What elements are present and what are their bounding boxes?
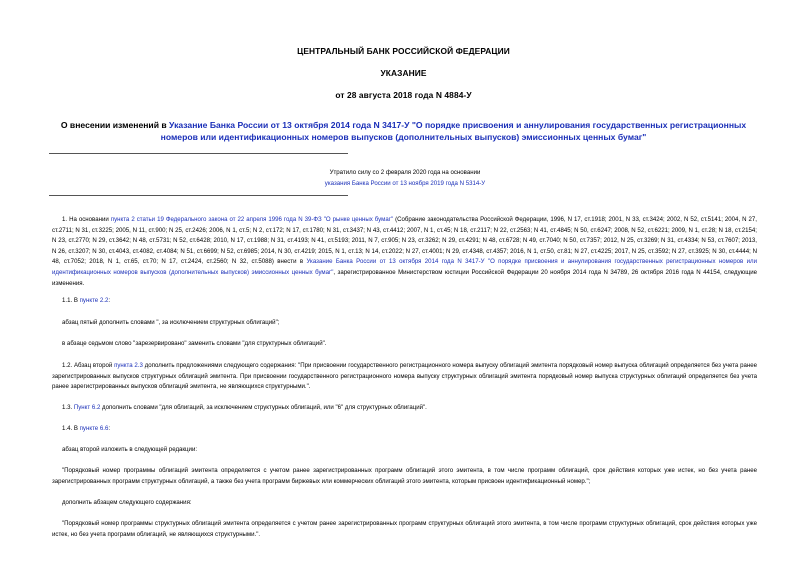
status-note: [215, 168, 595, 189]
p14-link[interactable]: пункте 6.6: [79, 425, 109, 432]
paragraph-1: [52, 215, 757, 289]
p11-suffix: :: [108, 297, 111, 304]
p12-prefix: 1.2. Абзац второй: [62, 362, 115, 369]
separator-line-2: [49, 195, 348, 196]
paragraph-1-1-a: абзац пятый дополнить словами ", за исключением структурных облигаций";: [62, 319, 280, 326]
org-heading: ЦЕНТРАЛЬНЫЙ БАНК РОССИЙСКОЙ ФЕДЕРАЦИИ: [297, 46, 510, 56]
paragraph-1-4: [52, 424, 757, 435]
doc-date-number: от 28 августа 2018 года N 4884-У: [335, 90, 472, 100]
para1-ukazanie-link[interactable]: Указание Банка России от 13 октября 2014 года N 3417-У "О порядке присвоения и аннулирования государственных регистрационных номеров или идентификационных номеров выпусков (дополнительных выпусков) эмиссионных ценных бумаг": [52, 258, 757, 276]
title-link-ukazanie-3417u[interactable]: Указание Банка России от 13 октября 2014 года N 3417-У "О порядке присвоения и аннулирования государственных регистрационных номеров или идентификационных номеров выпусков (дополнительных выпусков) эмиссионных ценных бумаг": [160, 120, 747, 142]
paragraph-1-4-a: абзац второй изложить в следующей редакции:: [62, 446, 198, 453]
p11-link[interactable]: пункте 2.2: [79, 297, 109, 304]
paragraph-1-1-b: в абзаце седьмом слово "зарезервировано" заменить словами "для структурных облигаций".: [62, 340, 327, 347]
para1-suffix: , зарегистрированное Министерством юстиции Российской Федерации 20 ноября 2014 года N 34789, 26 октября 2016 года N 44154, следующие изменения.: [52, 268, 757, 287]
p12-link[interactable]: пункта 2.3: [114, 362, 143, 369]
p11-prefix: 1.1. В: [62, 297, 80, 304]
title-prefix: О внесении изменений в: [60, 120, 170, 130]
status-note-text: Утратило силу со 2 февраля 2020 года на основании: [329, 169, 481, 176]
paragraph-1-2: [52, 361, 757, 393]
paragraph-1-1: [52, 296, 757, 307]
paragraph-1-4-b: "Порядковый номер программы облигаций эмитента определяется с учетом ранее зарегистрированных программ облигаций этого эмитента, в том числе программ облигаций, срок действия которых уже истек, но без учета ранее зарегистрированных программ структурных облигаций, а также без учета программ биржевых или коммерческих облигаций этого эмитента, которым присвоен идентификационный номер.";: [52, 467, 757, 485]
p13-prefix: 1.3.: [62, 404, 74, 411]
p12-suffix: дополнить предложениями следующего содержания: "При присвоении государственного регистрационного номера выпуску облигаций эмитента порядковый номер выпуска облигаций определяется без учета ранее зарегистрированных выпусков структурных облигаций эмитента. При присвоении государственного регистрационного номера выпуску структурных облигаций эмитента порядковый номер выпуска структурных облигаций определяется без учета ранее зарегистрированных выпусков облигаций эмитента, не являющихся структурными.".: [52, 362, 757, 391]
p14-suffix: :: [108, 425, 111, 432]
doc-type-heading: УКАЗАНИЕ: [380, 68, 427, 78]
para1-law-link[interactable]: пункта 2 статьи 19 Федерального закона от 22 апреля 1996 года N 39-ФЗ "О рынке ценных бумаг": [110, 216, 394, 223]
paragraph-1-4-d: "Порядковый номер программы структурных облигаций эмитента определяется с учетом ранее зарегистрированных программ структурных облигаций этого эмитента, в том числе программ структурных облигаций, срок действия которых уже истек, но без учета программ облигаций, не являющихся структурными.".: [52, 520, 757, 538]
para1-prefix: 1. На основании: [62, 216, 111, 223]
separator-line: [49, 153, 348, 154]
p14-prefix: 1.4. В: [62, 425, 80, 432]
paragraph-1-4-c: дополнить абзацем следующего содержания:: [62, 499, 192, 506]
paragraph-1-3: [52, 403, 757, 414]
p13-link[interactable]: Пункт 6.2: [73, 404, 101, 411]
document-title: [45, 120, 762, 143]
para1-body: (Собрание законодательства Российской Федерации, 1996, N 17, ст.1918; 2001, N 33, ст.3424; 2002, N 52, ст.5141; 2004, N 27, ст.2711; N 31, ст.3225; 2005, N 11, ст.900; N 25, ст.2426; 2006, N 1, ст.5; N 2, ст.172; N 17, ст.1780; N 31, ст.3437; N 43, ст.4412; 2007, N 1, ст.45; N 18, ст.2117; N 22, ст.2563; N 41, ст.4845; N 50, ст.6247; 2008, N 52, ст.6221; 2009, N 1, ст.28; N 18, ст.2154; N 23, ст.2770; N 29, ст.3642; N 48, ст.5731; N 52, ст.6428; 2010, N 17, ст.1988; N 31, ст.4193; N 41, ст.5193; 2011, N 7, ст.905; N 23, ст.3262; N 29, ст.4291; N 48, ст.6728; N 49, ст.7040; N 50, ст.7357; 2012, N 25, ст.3269; N 31, ст.4334; N 53, ст.7607; 2013, N 26, ст.3207; N 30, ст.4043, ст.4082, ст.4084; N 51, ст.6699; N 52, ст.6985; 2014, N 30, ст.4219; 2015, N 1, ст.13; N 14, ст.2022; N 27, ст.4001; N 29, ст.4348, ст.4357; 2016, N 1, ст.50, ст.81; N 27, ст.4225; 2017, N 25, ст.3592; N 27, ст.3925; N 30, ст.4444; N 48, ст.7052; 2018, N 1, ст.65, ст.70; N 17, ст.2424, ст.2560; N 32, ст.5088) внести в: [52, 216, 757, 266]
status-note-link[interactable]: указания Банка России от 13 ноября 2019 года N 5314-У: [324, 179, 486, 187]
p13-suffix: дополнить словами "для облигаций, за исключением структурных облигаций, или "6" для структурных облигаций".: [100, 404, 427, 411]
